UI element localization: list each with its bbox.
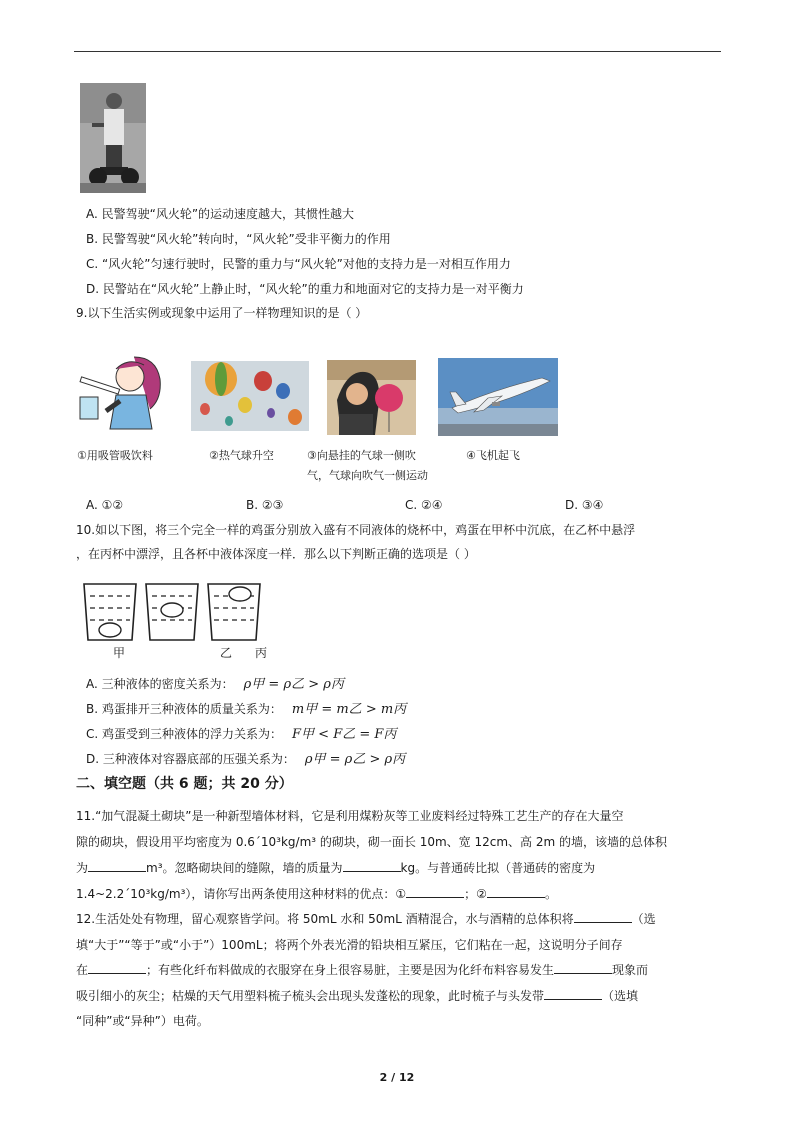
beaker-label-jia: 甲 xyxy=(113,646,126,660)
q11-blank-advantage-2[interactable] xyxy=(487,886,545,898)
q10-option-d xyxy=(86,751,405,768)
q8-option-d: D. 民警站在“风火轮”上静止时，“风火轮”的重力和地面对它的支持力是一对平衡力 xyxy=(86,282,524,296)
girl-drinking-straw-image xyxy=(76,353,176,431)
q10-option-b xyxy=(86,701,406,718)
header-rule xyxy=(74,51,721,52)
q8-option-a: A. 民警驾驶“风火轮”的运动速度越大，其惯性越大 xyxy=(86,207,355,221)
q10-option-c-text: C. 鸡蛋受到三种液体的浮力关系为： xyxy=(86,727,283,741)
q11-blank-volume[interactable] xyxy=(88,860,146,872)
hot-air-balloons-photo xyxy=(191,361,309,431)
q12-text: 在 xyxy=(76,963,89,977)
q11-text: 。 xyxy=(544,887,557,901)
q11-blank-advantage-1[interactable] xyxy=(406,886,464,898)
caption-plane: ④飞机起飞 xyxy=(466,449,520,462)
q10-stem-line2: ，在丙杯中漂浮，且各杯中液体深度一样．那么以下判断正确的选项是（ ） xyxy=(76,547,476,561)
caption-balloon-rise: ②热气球升空 xyxy=(209,449,274,462)
q11-text: kg。与普通砖比拟（普通砖的密度为 xyxy=(400,861,596,875)
q12-line3 xyxy=(76,962,648,978)
q11-text: 1.4~2.2´10³kg/m³），请你写出两条使用这种材料的优点：① xyxy=(76,887,407,901)
q9-option-b: B. ②③ xyxy=(246,498,284,512)
three-beakers-diagram xyxy=(80,578,280,660)
q10-option-a xyxy=(86,676,344,693)
q10-option-d-text: D. 三种液体对容器底部的压强关系为： xyxy=(86,752,295,766)
q10-option-a-formula: ρ甲 = ρ乙 > ρ丙 xyxy=(243,677,344,692)
q12-text: （选填 xyxy=(602,989,639,1003)
q12-blank-phenomenon[interactable] xyxy=(554,962,612,974)
beaker-label-bing: 丙 xyxy=(255,646,268,660)
q11-text: m³。忽略砌块间的缝隙，墙的质量为 xyxy=(146,861,343,875)
q11-line1: 11.“加气混凝土砌块”是一种新型墙体材料，它是利用煤粉灰等工业废料经过特殊工艺生产的存在大量空 xyxy=(76,809,624,823)
caption-blow-2: 气，气球向吹气一侧运动 xyxy=(307,469,428,482)
q12-line4 xyxy=(76,988,638,1004)
q12-blank-charge[interactable] xyxy=(544,988,602,1000)
q9-option-d: D. ③④ xyxy=(565,498,604,512)
q12-text: ；有些化纤布料做成的衣服穿在身上很容易脏，主要是因为化纤布料容易发生 xyxy=(146,963,555,977)
q12-line1 xyxy=(76,911,656,927)
q12-text: 12.生活处处有物理，留心观察皆学问。将 50mL 水和 50mL 酒精混合，水与酒精的总体积将 xyxy=(76,912,574,926)
q9-stem: 9.以下生活实例或现象中运用了一样物理知识的是（ ） xyxy=(76,306,368,320)
caption-blow-1: ③向悬挂的气球一侧吹 xyxy=(307,449,416,462)
q12-line2: 填“大于”“等于”或“小于”）100mL；将两个外表光滑的铅块相互紧压，它们粘在一起，这说明分子间存 xyxy=(76,938,623,952)
q12-blank-force[interactable] xyxy=(88,962,146,974)
q12-text: 现象而 xyxy=(612,963,649,977)
balloon-blowing-photo xyxy=(327,360,416,435)
q10-stem-line1: 10.如以下图，将三个完全一样的鸡蛋分别放入盛有不同液体的烧杯中，鸡蛋在甲杯中沉底，在乙杯中悬浮 xyxy=(76,523,636,537)
q12-text: （选 xyxy=(631,912,656,926)
q8-option-b: B. 民警驾驶“风火轮”转向时，“风火轮”受非平衡力的作用 xyxy=(86,232,391,246)
q10-option-a-text: A. 三种液体的密度关系为： xyxy=(86,677,234,691)
q11-text: 为 xyxy=(76,861,89,875)
q11-line3 xyxy=(76,860,595,876)
q10-option-c-formula: F甲 < F乙 = F丙 xyxy=(292,727,397,742)
caption-straw: ①用吸管吸饮料 xyxy=(77,449,153,462)
section-heading-fill-in: 二、填空题（共 6 题；共 20 分） xyxy=(76,776,293,792)
q9-option-c: C. ②④ xyxy=(405,498,443,512)
airplane-takeoff-photo xyxy=(438,358,558,436)
q12-line5: “同种”或“异种”）电荷。 xyxy=(76,1014,209,1028)
q10-option-b-text: B. 鸡蛋排开三种液体的质量关系为： xyxy=(86,702,282,716)
q11-line2: 隙的砌块，假设用平均密度为 0.6´10³kg/m³ 的砌块，砌一面长 10m、宽 12cm、高 2m 的墙，该墙的总体积 xyxy=(76,835,668,849)
q11-line4 xyxy=(76,886,557,902)
q11-blank-mass[interactable] xyxy=(343,860,401,872)
page-number: 2 / 12 xyxy=(379,1071,415,1084)
q12-text: 吸引细小的灰尘；枯燥的天气用塑料梳子梳头会出现头发蓬松的现象，此时梳子与头发带 xyxy=(76,989,545,1003)
q12-blank-volume[interactable] xyxy=(574,911,632,923)
q11-text: ；② xyxy=(464,887,487,901)
q10-option-c xyxy=(86,726,396,743)
q8-option-c: C. “风火轮”匀速行驶时，民警的重力与“风火轮”对他的支持力是一对相互作用力 xyxy=(86,257,511,271)
q10-option-b-formula: m甲 = m乙 > m丙 xyxy=(291,702,407,717)
q10-option-d-formula: ρ甲 = ρ乙 > ρ丙 xyxy=(304,752,406,767)
police-balance-car-photo xyxy=(80,83,146,193)
beaker-label-yi: 乙 xyxy=(220,646,233,660)
q9-option-a: A. ①② xyxy=(86,498,124,512)
